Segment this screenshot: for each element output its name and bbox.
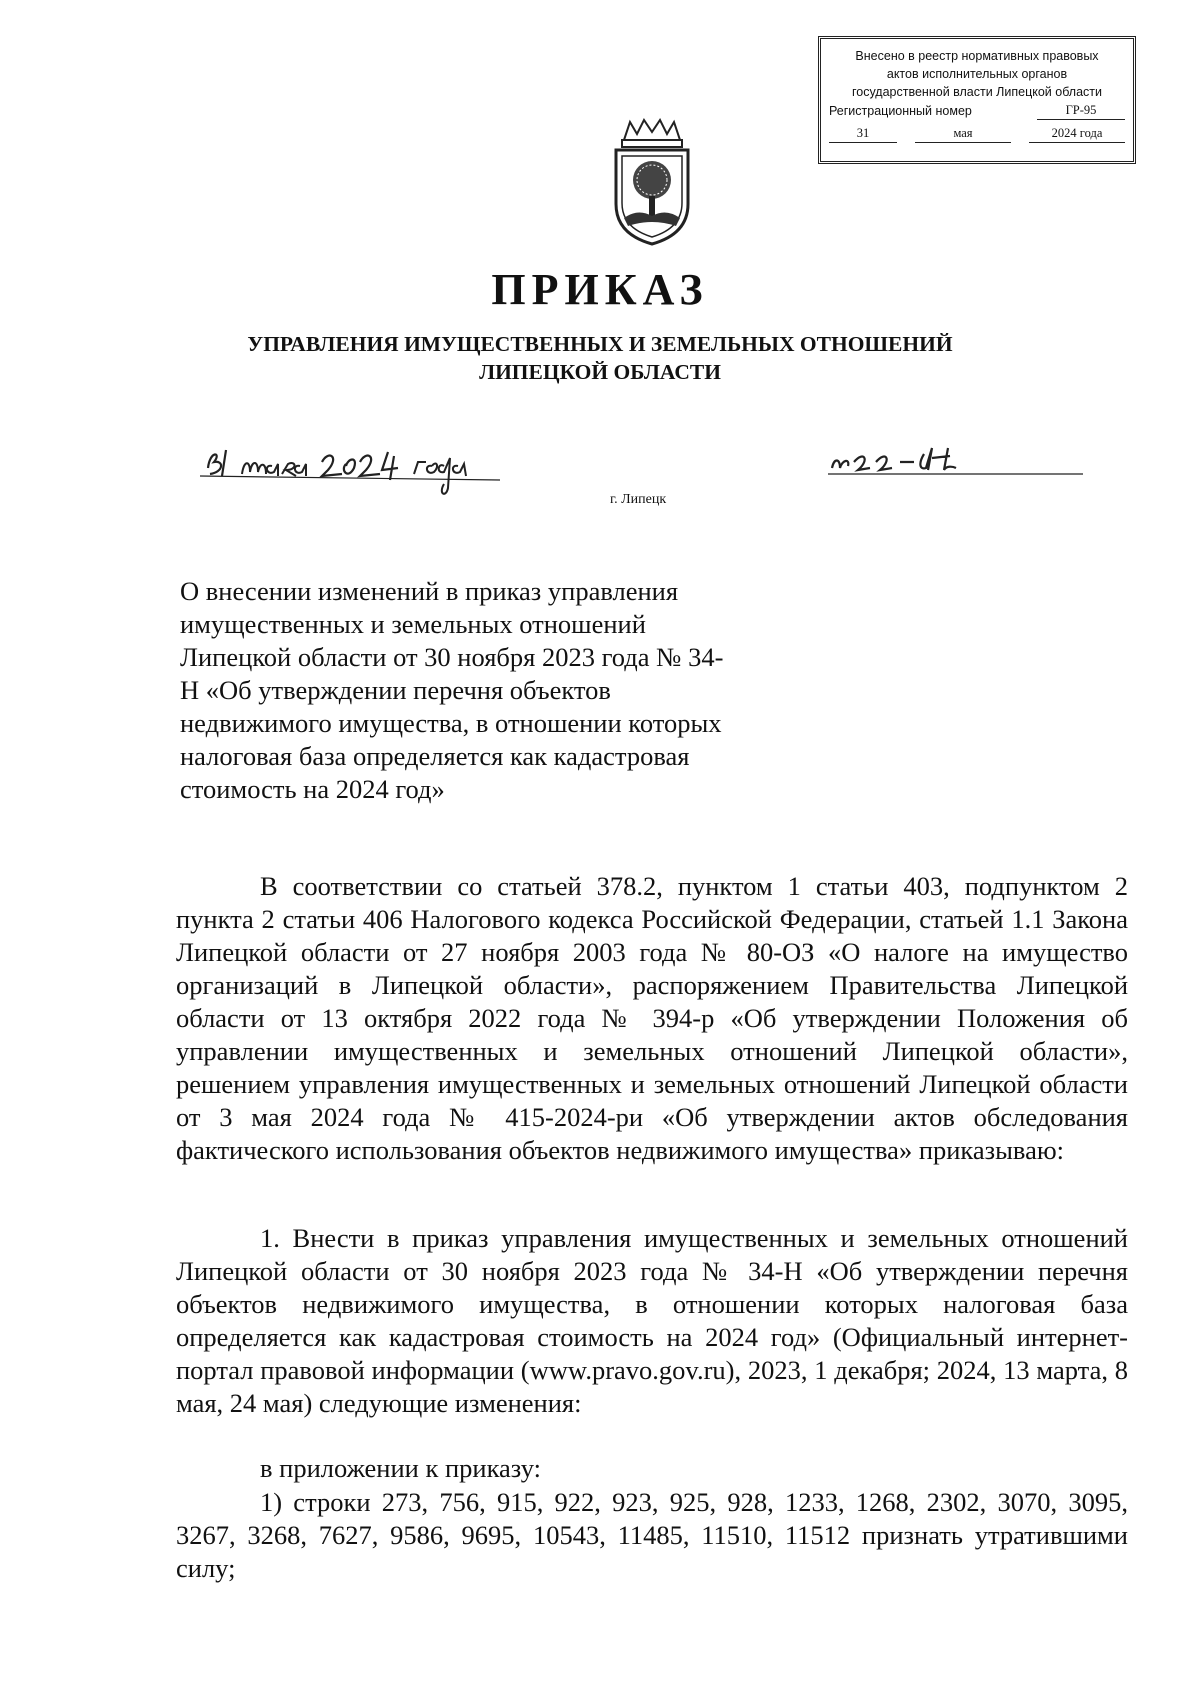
item-1 <box>176 1222 1128 1420</box>
stamp-year: 2024 года <box>1029 124 1125 143</box>
handwritten-date <box>200 440 520 510</box>
preamble <box>176 870 1128 1167</box>
sub-item-1 <box>176 1486 1128 1585</box>
stamp-date-row <box>829 124 1125 143</box>
issuer-name <box>0 330 1200 386</box>
handwritten-number <box>828 440 1088 500</box>
annex-intro-text: в приложении к приказу: <box>260 1453 541 1483</box>
document-title: ПРИКАЗ <box>491 265 709 314</box>
stamp-reg-label: Регистрационный номер <box>829 104 972 118</box>
stamp-reg-row <box>829 101 1125 120</box>
place-of-issue: г. Липецк <box>610 492 667 507</box>
issuer-line: УПРАВЛЕНИЯ ИМУЩЕСТВЕННЫХ И ЗЕМЕЛЬНЫХ ОТНОШЕНИЙ <box>247 332 953 356</box>
stamp-reg-number: ГР-95 <box>1037 101 1125 120</box>
preamble-text: В соответствии со статьей 378.2, пунктом 1 статьи 403, подпунктом 2 пункта 2 статьи 406 Налогового кодекса Российской Федерации, статьей 1.1 Закона Липецкой области от 27 ноября 2003 года № 80-ОЗ «О налоге на имущество организаций в Липецкой области», распоряжением Правительства Липецкой области от 13 октября 2022 года № 394-р «Об утверждении Положения об управлении имущественных и земельных отношений Липецкой области», решением управления имущественных и земельных отношений Липецкой области от 3 мая 2024 года № 415-2024-ри «Об утверждении актов обследования фактического использования объектов недвижимого имущества» приказываю: <box>176 871 1128 1165</box>
registration-stamp <box>818 36 1136 164</box>
stamp-line: Внесено в реестр нормативных правовых <box>855 49 1099 63</box>
document-subject: О внесении изменений в приказ управления имущественных и земельных отношений Липецкой области от 30 ноября 2023 года № 34-Н «Об утверждении перечня объектов недвижимого имущества, в отношении которых налоговая база определяется как кадастровая стоимость на 2024 год» <box>180 576 724 804</box>
item-1-text: 1. Внести в приказ управления имущественных и земельных отношений Липецкой области от 30 ноября 2023 года № 34-Н «Об утверждении перечня объектов недвижимого имущества, в отношении которых налоговая база определяется как кадастровая стоимость на 2024 год» (Официальный интернет-портал правовой информации (www.pravo.gov.ru), 2023, 1 декабря; 2024, 13 марта, 8 мая, 24 мая) следующие изменения: <box>176 1223 1128 1418</box>
stamp-day: 31 <box>829 124 897 143</box>
annex-intro <box>176 1452 1128 1485</box>
lipetsk-coat-of-arms-icon <box>610 118 694 248</box>
stamp-line: актов исполнительных органов <box>886 67 1068 81</box>
sub-item-1-text: 1) строки 273, 756, 915, 922, 923, 925, 928, 1233, 1268, 2302, 3070, 3095, 3267, 3268, 7627, 9586, 9695, 10543, 11485, 11510, 11512 признать утратившими силу; <box>176 1487 1128 1583</box>
stamp-month: мая <box>915 124 1011 143</box>
stamp-line: государственной власти Липецкой области <box>851 85 1103 99</box>
issuer-line: ЛИПЕЦКОЙ ОБЛАСТИ <box>479 360 721 384</box>
